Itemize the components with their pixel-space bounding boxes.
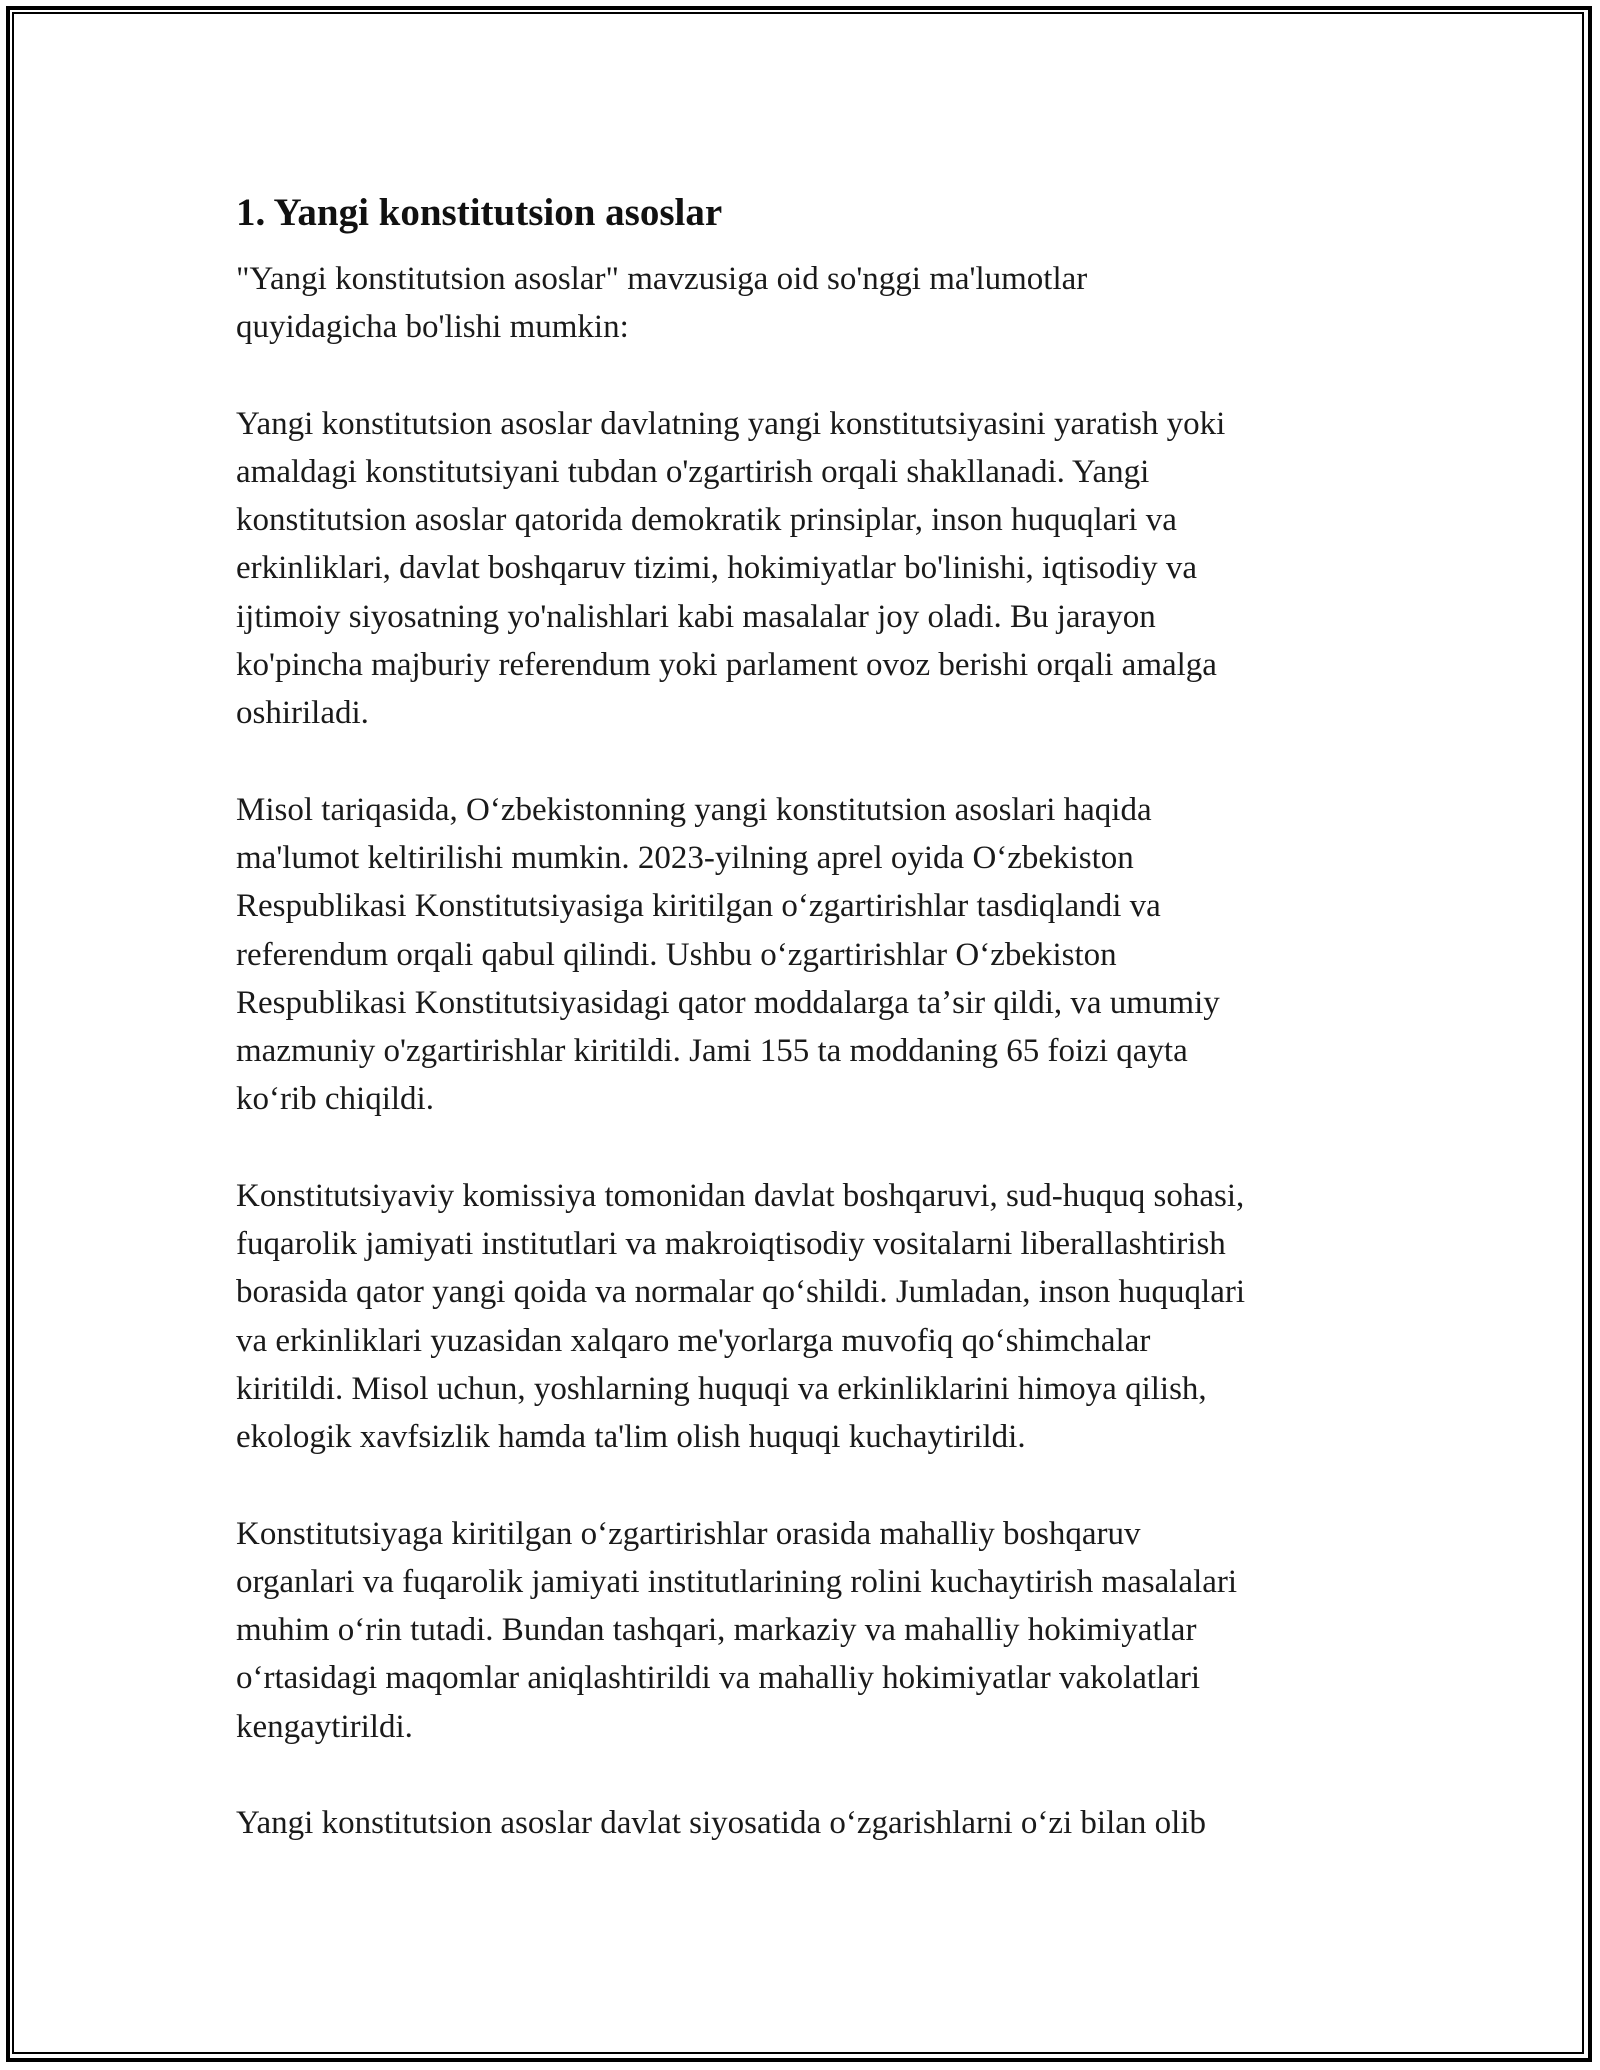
paragraph-continued: Yangi konstitutsion asoslar davlat siyosatida oʻzgarishlarni oʻzi bilan olib (236, 1805, 1207, 1842)
document-body (236, 185, 1376, 1847)
paragraph-commission: Konstitutsiyaviy komissiya tomonidan davlat boshqaruvi, sud-huquq sohasi, fuqarolik jamiyati institutlari va makroiqtisodiy vositalarni liberallashtirish borasida qator yangi qoida va normalar qoʻshildi. Jumladan, inson huquqlari va erkinliklari yuzasidan xalqaro me'yorlarga muvofiq qoʻshimchalar kiritildi. Misol uchun, yoshlarning huquqi va erkinliklarini himoya qilish, ekologik xavfsizlik hamda ta'lim olish huquqi kuchaytirildi. (236, 1177, 1246, 1456)
section-heading: 1. Yangi konstitutsion asoslar (236, 191, 723, 234)
paragraph-uzbekistan-example: Misol tariqasida, Oʻzbekistonning yangi konstitutsion asoslari haqida ma'lumot keltirilishi mumkin. 2023-yilning aprel oyida Oʻzbekiston Respublikasi Konstitutsiyasiga kiritilgan oʻzgartirishlar tasdiqlandi va referendum orqali qabul qilindi. Ushbu oʻzgartirishlar Oʻzbekiston Respublikasi Konstitutsiyasidagi qator moddalarga taʼsir qildi, va umumiy mazmuniy o'zgartirishlar kiritildi. Jami 155 ta moddaning 65 foizi qayta koʻrib chiqildi. (236, 791, 1220, 1118)
paragraph-local-government: Konstitutsiyaga kiritilgan oʻzgartirishlar orasida mahalliy boshqaruv organlari va fuqarolik jamiyati institutlarining rolini kuchaytirish masalalari muhim oʻrin tutadi. Bundan tashqari, markaziy va mahalliy hokimiyatlar oʻrtasidagi maqomlar aniqlashtirildi va mahalliy hokimiyatlar vakolatlari kengaytirildi. (236, 1515, 1238, 1745)
paragraph-intro: "Yangi konstitutsion asoslar" mavzusiga oid so'nggi ma'lumotlar quyidagicha bo'lishi mumkin: (236, 261, 1088, 346)
paragraph-definition: Yangi konstitutsion asoslar davlatning yangi konstitutsiyasini yaratish yoki amaldagi konstitutsiyani tubdan o'zgartirish orqali shakllanadi. Yangi konstitutsion asoslar qatorida demokratik prinsiplar, inson huquqlari va erkinliklari, davlat boshqaruv tizimi, hokimiyatlar bo'linishi, iqtisodiy va ijtimoiy siyosatning yo'nalishlari kabi masalalar joy oladi. Bu jarayon ko'pincha majburiy referendum yoki parlament ovoz berishi orqali amalga oshiriladi. (236, 405, 1226, 732)
